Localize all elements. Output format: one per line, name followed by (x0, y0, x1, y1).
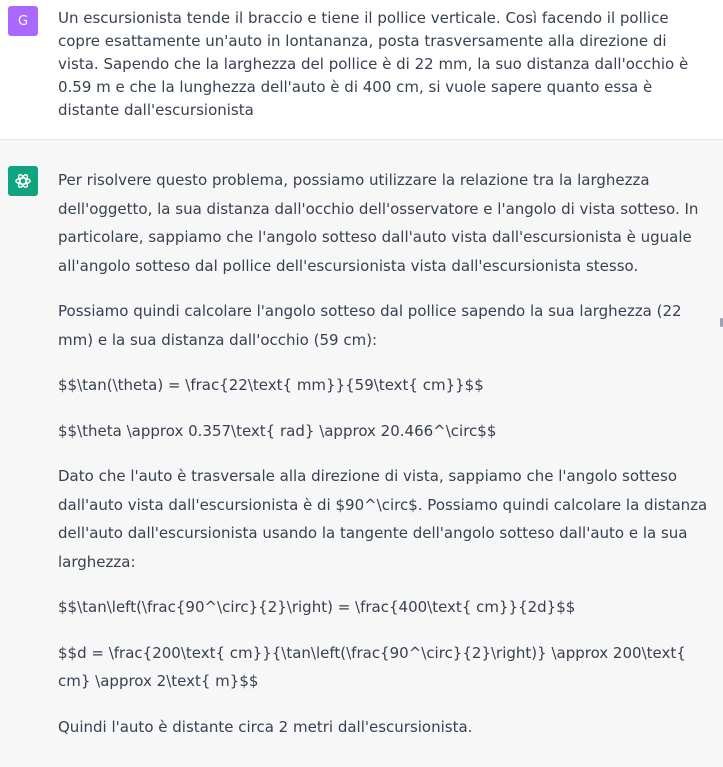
formula-paragraph: $$\theta \approx 0.357\text{ rad} \approx 20.466^\circ$$ (58, 421, 497, 440)
assistant-message-text (58, 166, 708, 741)
response-paragraph: Per risolvere questo problema, possiamo utilizzare la relazione tra la larghezza dell'oggetto, la sua distanza dall'occhio dell'osservatore e l'angolo di vista sotteso. In particolare, sappiamo che l'angolo sotteso dall'auto vista dall'escursionista è uguale all'angolo sotteso dal pollice dell'escursionista vista dall'escursionista stesso. (58, 171, 699, 275)
response-paragraph: Possiamo quindi calcolare l'angolo sotteso dal pollice sapendo la sua larghezza (22 mm) e la sua distanza dall'occhio (59 cm): (58, 302, 682, 349)
response-paragraph: Quindi l'auto è distante circa 2 metri dall'escursionista. (58, 717, 473, 736)
assistant-message (0, 140, 723, 767)
user-message (0, 0, 723, 140)
user-avatar (8, 6, 38, 36)
user-message-paragraph: Un escursionista tende il braccio e tiene il pollice verticale. Così facendo il pollice copre esattamente un'auto in lontananza, posta trasversamente alla direzione di vista. Sapendo che la larghezza del pollice è di 22 mm, la suo distanza dall'occhio è 0.59 m e che la lunghezza dell'auto è di 400 cm, si vuole sapere quanto essa è distante dall'escursionista (58, 9, 689, 119)
formula-paragraph: $$\tan(\theta) = \frac{22\text{ mm}}{59\text{ cm}}$$ (58, 376, 484, 394)
openai-logo-icon (13, 171, 33, 191)
user-message-text (58, 7, 708, 122)
formula-paragraph: $$\tan\left(\frac{90^\circ}{2}\right) = \frac{400\text{ cm}}{2d}$$ (58, 598, 576, 616)
formula-paragraph: $$d = \frac{200\text{ cm}}{\tan\left(\frac{90^\circ}{2}\right)} \approx 200\text{ cm} \approx 2\text{ m}$$ (58, 643, 686, 690)
avatar-initial: G (17, 13, 29, 29)
assistant-avatar (8, 166, 38, 196)
response-paragraph: Dato che l'auto è trasversale alla direzione di vista, sappiamo che l'angolo sotteso dall'auto vista dall'escursionista è di $90^\circ$. Possiamo quindi calcolare la distanza dell'auto dall'escursionista usando la tangente dell'angolo sotteso dall'auto e la sua larghezza: (58, 467, 708, 571)
